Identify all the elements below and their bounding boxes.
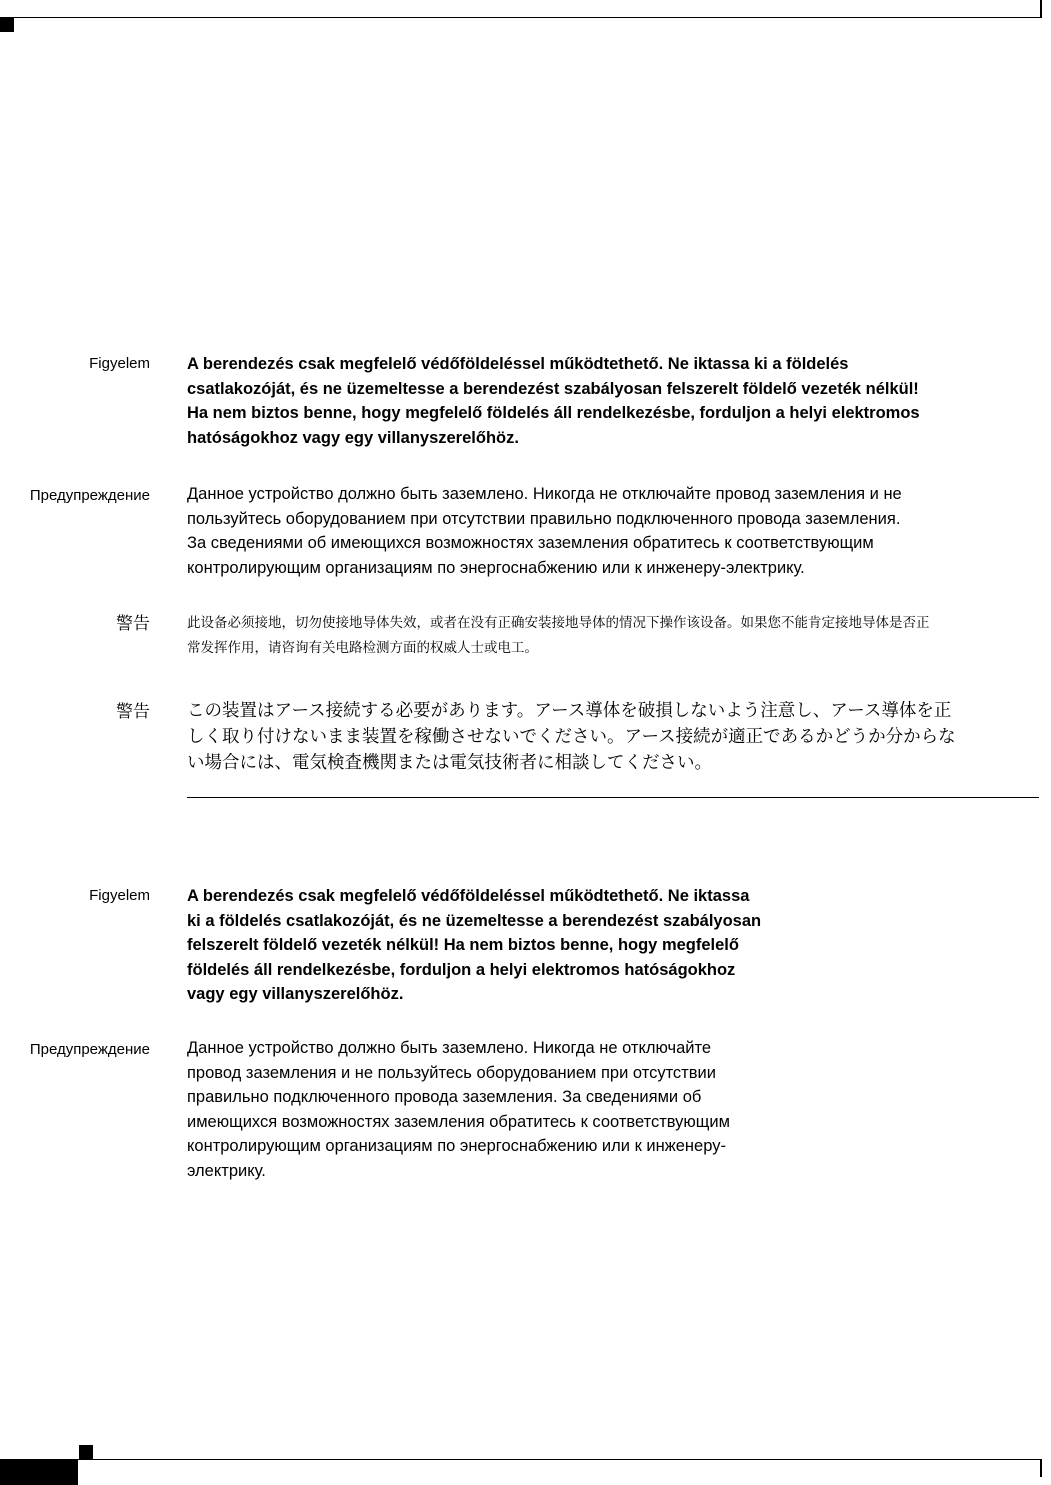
text-line: провод заземления и не пользуйтесь оборудованием при отсутствии [187,1063,716,1082]
text-line: felszerelt földelő vezeték nélkül! Ha nem biztos benne, hogy megfelelő [187,936,739,954]
text-line: пользуйтесь оборудованием при отсутствии правильно подключенного провода заземления. [187,509,901,528]
bottom-marker [79,1445,93,1459]
text-line: hatóságokhoz vagy egy villanyszerelőhöz. [187,428,519,447]
warning-label-hungarian: Figyelem [89,355,150,372]
warning-label-chinese: 警告 [116,614,150,634]
text-line: правильно подключенного провода заземления. За сведениями об [187,1088,702,1106]
warning-label-hungarian-narrow: Figyelem [89,887,150,904]
warning-text-japanese [187,698,956,776]
top-rule [0,17,1041,18]
text-line: földelés áll rendelkezésbe, forduljon a helyi elektromos hatóságokhoz [187,960,736,979]
text-line: За сведениями об имеющихся возможностях заземления обратитесь к соответствующим [187,534,874,552]
warning-label-russian-narrow: Предупреждение [29,1041,150,1058]
bottom-left-tab [0,1459,78,1485]
text-line: имеющихся возможностях заземления обратитесь к соответствующим [187,1112,730,1131]
warning-text-chinese [187,611,930,661]
bottom-rule [0,1459,1041,1460]
text-line: csatlakozóját, és ne üzemeltesse a berendezést szabályosan felszerelt földelő vezeték nélkül! [187,379,919,398]
warning-label-russian: Предупреждение [29,487,150,504]
text-line: い場合には、電気検査機関または電気技術者に相談してください。 [187,753,712,773]
warning-text-hungarian [187,352,920,450]
text-line: この装置はアース接続する必要があります。アース導体を破損しないよう注意し、アース導体を正 [187,701,952,721]
text-line: しく取り付けないまま装置を稼働させないでください。アース接続が適正であるかどうか分からな [187,727,956,747]
top-right-tick [1040,0,1042,18]
warning-text-russian [187,482,902,580]
warning-text-russian-narrow [187,1036,730,1183]
section-divider [187,797,1039,798]
text-line: электрику. [187,1161,266,1180]
text-line: A berendezés csak megfelelő védőföldeléssel működtethető. Ne iktassa ki a földelés [187,355,849,373]
warning-text-hungarian-narrow [187,884,761,1007]
text-line: ki a földelés csatlakozóját, és ne üzemeltesse a berendezést szabályosan [187,911,762,930]
top-left-marker [0,18,14,32]
text-line: Данное устройство должно быть заземлено. Никогда не отключайте [187,1039,712,1057]
text-line: 常发挥作用，请咨询有关电路检测方面的权威人士或电工。 [187,640,538,656]
text-line: контролирующим организациям по энергоснабжению или к инженеру- [187,1137,726,1155]
bottom-right-tick [1040,1459,1042,1477]
text-line: Ha nem biztos benne, hogy megfelelő földelés áll rendelkezésbe, forduljon a helyi elektromos [187,404,920,422]
warning-label-japanese: 警告 [116,702,150,722]
text-line: контролирующим организациям по энергоснабжению или к инженеру-электрику. [187,558,805,577]
text-line: A berendezés csak megfelelő védőföldeléssel működtethető. Ne iktassa [187,887,750,905]
text-line: vagy egy villanyszerelőhöz. [187,985,404,1003]
text-line: 此设备必须接地，切勿使接地导体失效，或者在没有正确安装接地导体的情况下操作该设备。如果您不能肯定接地导体是否正 [187,615,930,631]
text-line: Данное устройство должно быть заземлено. Никогда не отключайте провод заземления и не [187,485,902,503]
